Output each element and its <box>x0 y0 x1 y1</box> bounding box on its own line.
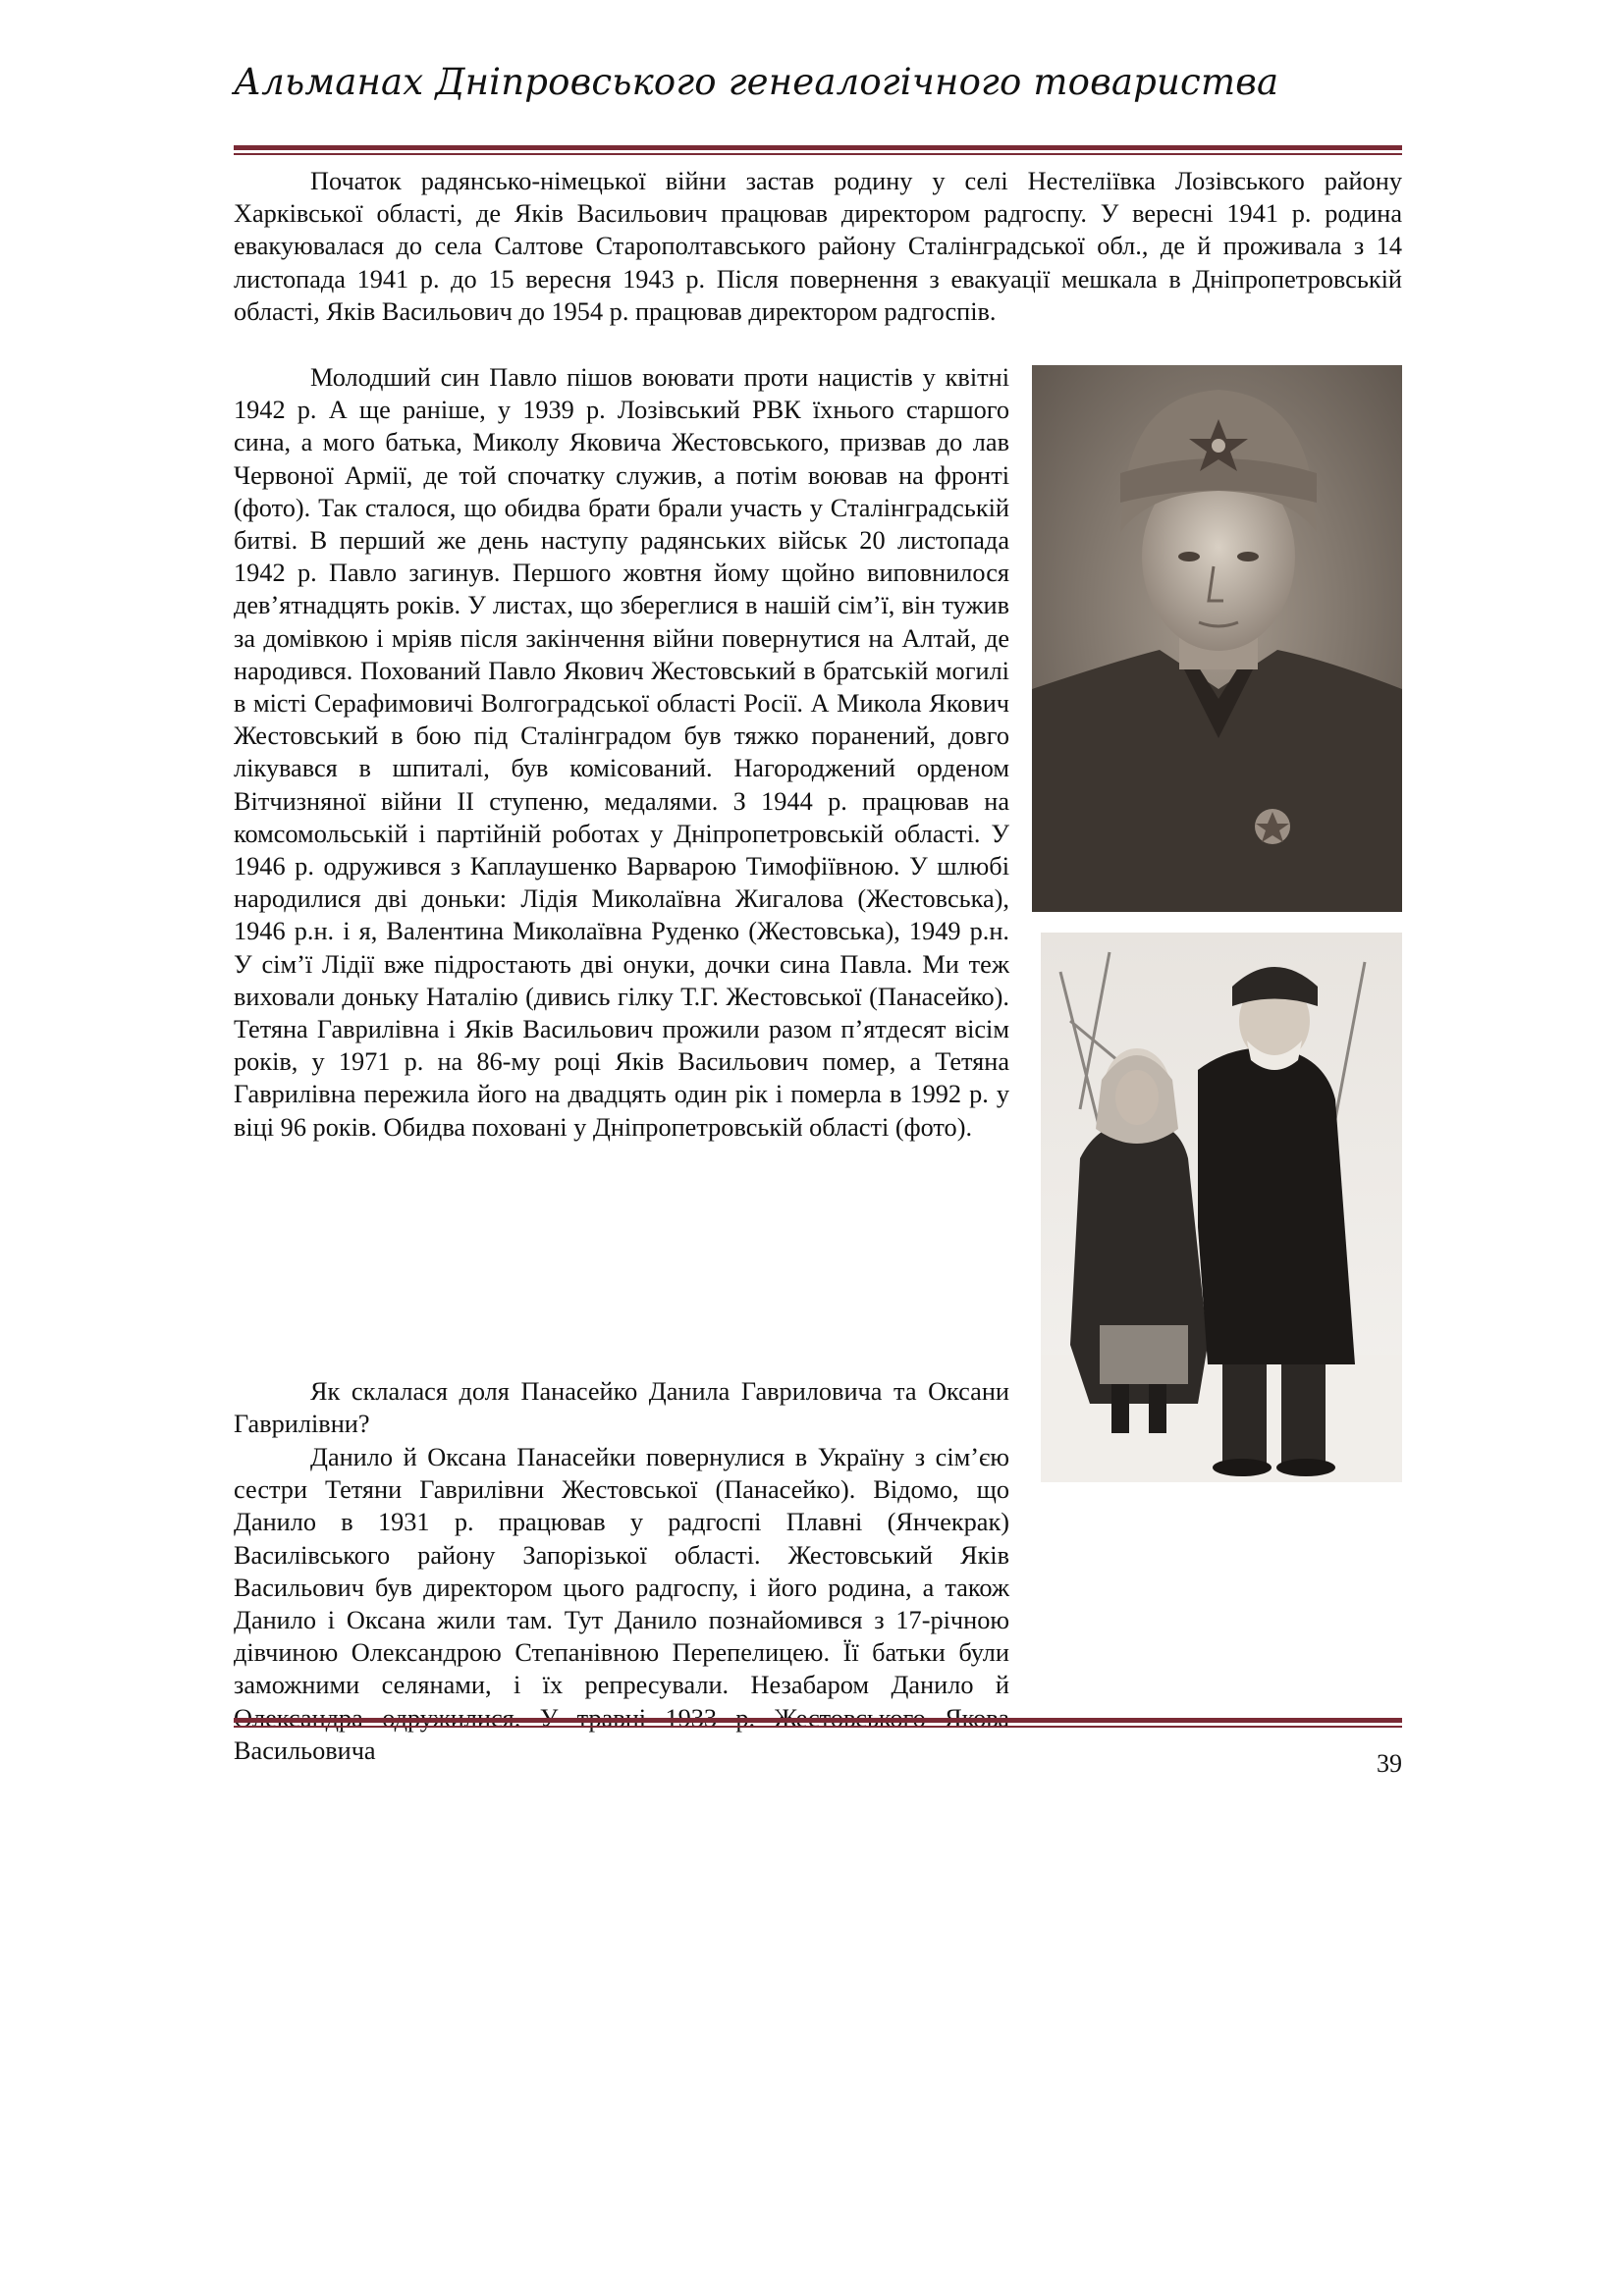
elderly-couple-photo <box>1041 933 1402 1482</box>
soldier-portrait-photo <box>1032 365 1402 912</box>
paragraph-danylo-text: Данило й Оксана Панасейки повернулися в Україну з сім’єю сестри Тетяни Гаврилівни Жестовської (Панасейко). Відомо, що Данило в 1931 р. працював у радгоспі Плавні (Янчекрак) Василівського району Запорізької області. Жестовський Яків Васильович був директором цього радгоспу, і його родина, а також Данило і Оксана жили там. Тут Данило познайомився з 17-річною дівчиною Олександрою Степанівною Перепелицею. Її батьки були заможними селянами, і їх репресували. Незабаром Данило й Васильовича <box>234 1443 1009 1765</box>
footer-rule <box>234 1718 1402 1728</box>
paragraph-sons-war: Молодший син Павло пішов воювати проти нацистів у квітні 1942 р. А ще раніше, у 1939 р. Лозівський РВК їхнього старшого сина, а мого батька, Миколу Яковича Жестовського, призвав до лав Червоної Армії, де той спочатку служив, а потім воював на фронті (фото). Так сталося, що обидва брати брали участь у Сталінградській битві. В перший же день наступу радянських військ 20 листопада 1942 р. Павло загинув. Першого жовтня йому щойно виповнилося дев’ятнадцять років. У листах, що збереглися в нашій сім’ї, він тужив за домівкою і мріяв після закінчення війни повернутися на Алтай, де народився. Похований Павло Якович Жестовський в братській могилі в місті Серафимовичі Волгоградської області Росії. А Микола Якович Жестовський в бою під Сталінградом був тяжко поранений, довго лікувався в шпиталі, був комісований. Нагороджений орденом Вітчизняної війни ІІ ступеню, медалями. З 1944 р. працював на комсомольській і партійній роботах у Дніпропетровській області. У 1946 р. одружився з Каплаушенко Варварою Тимофіївною. У шлюбі народилися дві доньки: Лідія Миколаївна Жигалова (Жестовська), 1946 р.н. і я, Валентина Миколаївна Руденко (Жестовська), 1949 р.н. У сім’ї Лідії вже підростають дві онуки, дочки сина Павла. Ми теж виховали доньку Наталію (дивись гілку Т.Г. Жестовської (Панасейко). Тетяна Гаврилівна і Яків Васильович прожили разом п’ятдесят вісім років, у 1971 р. на 86-му році Яків Васильович помер, а Тетяна Гаврилівна пережила його на двадцять один рік і померла в 1992 р. у віці 96 років. Обидва поховані у Дніпропетровській області (фото). <box>234 363 1009 1142</box>
page-number: 39 <box>1377 1749 1402 1778</box>
paragraph-question: Як склалася доля Панасейко Данила Гавриловича та Оксани Гаврилівни? <box>234 1377 1009 1439</box>
header-rule <box>234 145 1402 155</box>
running-header-title: Альманах Дніпровського генеалогічного товариства <box>234 61 1279 103</box>
paragraph-evacuation: Початок радянсько-німецької війни застав родину у селі Нестеліївка Лозівського району Харківської області, де Яків Васильович працював директором радгоспу. У вересні 1941 р. родина евакуювалася до села Салтове Старополтавського району Сталінградської обл., де й проживала з 14 листопада 1941 р. до 15 вересня 1943 р. Після повернення з евакуації мешкала в Дніпропетровській області, Яків Васильович до 1954 р. працював директором радгоспів. <box>234 167 1402 326</box>
